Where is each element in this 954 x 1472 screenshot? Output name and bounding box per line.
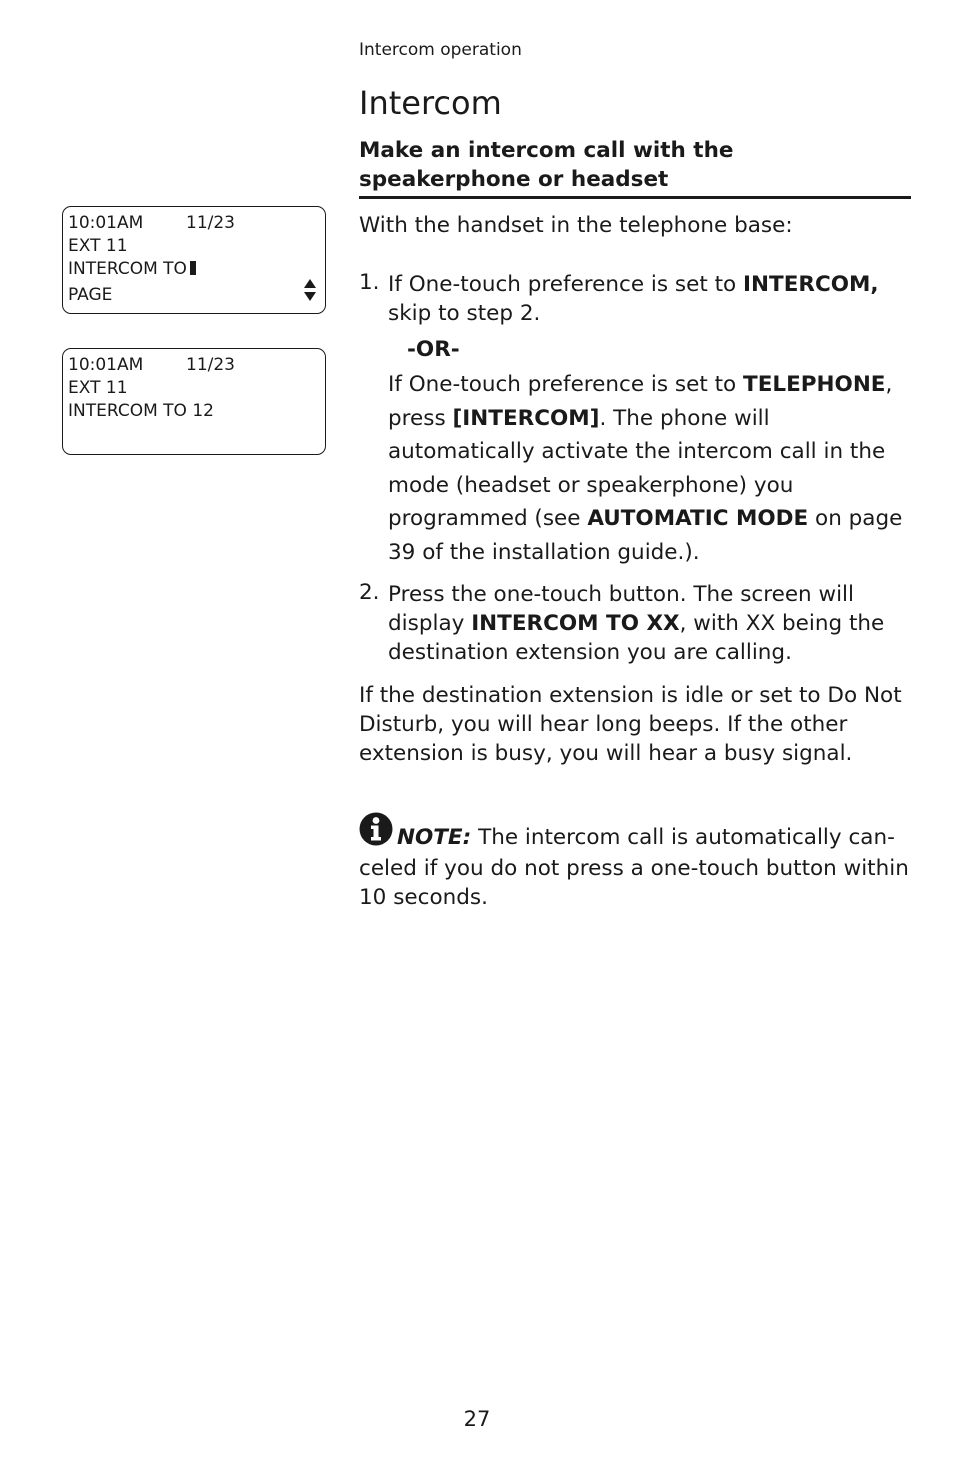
lcd-cursor <box>190 261 196 275</box>
lcd-row-4: PAGE <box>68 285 113 305</box>
page-title: Intercom <box>359 84 502 122</box>
note <box>359 812 919 912</box>
lcd-row-2: EXT 11 <box>68 378 128 398</box>
step-text: If One-touch preference is set to INTERCOM, skip to step 2. <box>388 272 879 326</box>
alternative-instruction: If One-touch preference is set to TELEPHONE, press [INTERCOM]. The phone will automatically activate the intercom call in the mode (headset or speakerphone) you programmed (see AUTOMATIC MODE on page 39 of the installation guide.). <box>388 372 903 565</box>
intro-text: With the handset in the telephone base: <box>359 213 793 238</box>
lcd-screen-calling <box>62 348 326 455</box>
lcd-screen-select <box>62 206 326 314</box>
page-number: 27 <box>463 1407 491 1431</box>
heading-divider <box>359 196 911 199</box>
lcd-row-1 <box>68 354 235 377</box>
lcd-row-3: INTERCOM TO <box>68 258 196 281</box>
lcd-row-2: EXT 11 <box>68 236 128 256</box>
step-text: Press the one-touch button. The screen will display INTERCOM TO XX, with XX being the destination extension you are calling. <box>388 582 885 665</box>
section-label: Intercom operation <box>359 40 522 60</box>
busy-paragraph: If the destination extension is idle or set to Do Not Disturb, you will hear long beeps. If the other extension is busy, you will hear a busy signal. <box>359 683 902 766</box>
lcd-time: 10:01AM <box>68 355 144 375</box>
or-separator: -OR- <box>407 337 460 362</box>
info-icon <box>359 812 393 854</box>
up-down-arrows-icon <box>304 279 316 301</box>
lcd-row-3: INTERCOM TO 12 <box>68 401 214 421</box>
lcd-date: 11/23 <box>186 213 235 233</box>
lcd-date: 11/23 <box>186 355 235 375</box>
lcd-row-1 <box>68 212 235 235</box>
subheading: Make an intercom call with the speakerphone or headset <box>359 138 734 192</box>
step-number: 1. <box>359 270 380 295</box>
lcd-time: 10:01AM <box>68 213 144 233</box>
note-text: The intercom call is automatically canceled if you do not press a one-touch button within 10 seconds. <box>359 825 909 910</box>
note-label: NOTE: <box>397 825 472 850</box>
step-number: 2. <box>359 580 380 605</box>
